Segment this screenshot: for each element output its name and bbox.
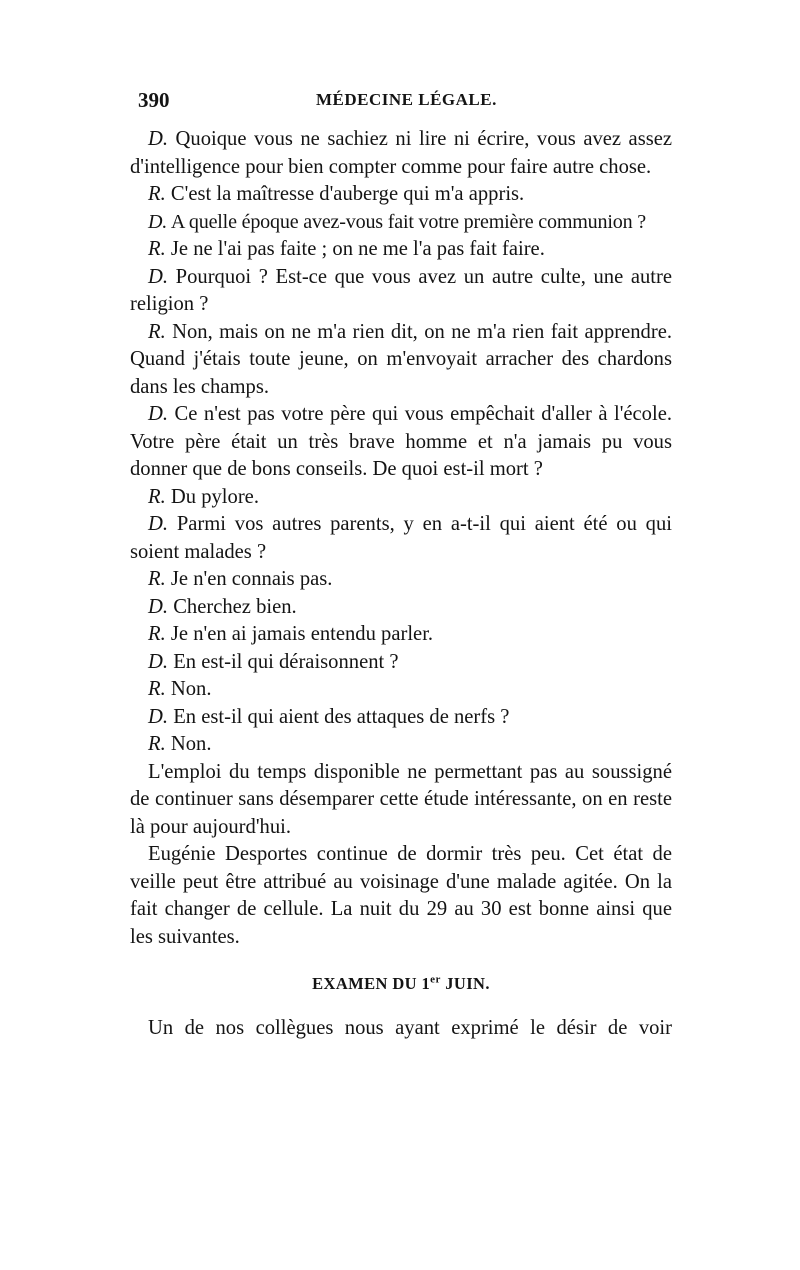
narrative-paragraph: Eugénie Desportes continue de dormir très peu. Cet état de veille peut être attribué au voisinage d'une malade agitée. On la fait changer de cellule. La nuit du 29 au 30 est bonne ainsi que les suivantes. xyxy=(130,843,672,948)
dialogue-text: Je n'en connais pas. xyxy=(170,568,333,590)
dialogue-line xyxy=(130,566,672,594)
dialogue-text: En est-il qui aient des attaques de nerfs ? xyxy=(173,705,510,728)
speaker-label: D. xyxy=(148,210,168,233)
speaker-label: D. xyxy=(148,128,169,150)
dialogue-line xyxy=(130,704,672,732)
dialogue-line xyxy=(130,484,672,512)
dialogue-text: En est-il qui déraisonnent ? xyxy=(173,650,399,673)
dialogue-line xyxy=(130,731,672,759)
body-text xyxy=(130,126,672,1042)
dialogue-line xyxy=(130,236,672,264)
page-number: 390 xyxy=(138,88,170,112)
speaker-label: D. xyxy=(148,265,169,288)
dialogue-text: Non. xyxy=(170,678,212,700)
dialogue-line xyxy=(130,319,672,402)
speaker-label: D. xyxy=(148,705,169,728)
section-heading-ordinal: er xyxy=(430,973,441,986)
narrative-paragraph: L'emploi du temps disponible ne permettant pas au soussigné de continuer sans désemparer cette étude intéressante, on en reste là pour aujourd'hui. xyxy=(130,760,672,838)
dialogue-line xyxy=(130,649,672,677)
section-heading-number: 1 xyxy=(421,974,431,993)
section-heading xyxy=(130,970,672,998)
dialogue-line xyxy=(130,401,672,484)
dialogue-text: Je n'en ai jamais entendu parler. xyxy=(170,623,434,645)
dialogue-text: Ce n'est pas votre père qui vous empêchait d'aller à l'école. Votre père était un très brave homme et n'a jamais pu vous donner que de bons conseils. De quoi est-il mort ? xyxy=(130,403,672,480)
speaker-label: R. xyxy=(148,733,166,755)
section-heading-text: EXAMEN DU xyxy=(312,974,422,993)
speaker-label: R. xyxy=(148,623,166,645)
dialogue-line xyxy=(130,511,672,566)
speaker-label: D. xyxy=(148,403,169,425)
dialogue-text: Du pylore. xyxy=(170,485,259,508)
speaker-label: R. xyxy=(148,678,166,700)
dialogue-text: Non, mais on ne m'a rien dit, on ne m'a rien fait apprendre. Quand j'étais toute jeune, on m'envoyait arracher des chardons dans les champs. xyxy=(130,320,672,398)
speaker-label: R. xyxy=(148,183,166,205)
section-heading-date: JUIN. xyxy=(440,974,490,993)
dialogue-line xyxy=(130,621,672,649)
page-header xyxy=(138,88,678,116)
dialogue-line xyxy=(130,264,672,319)
dialogue-text: Parmi vos autres parents, y en a-t-il qui aient été ou qui soient malades ? xyxy=(130,513,672,563)
dialogue-line xyxy=(130,126,672,181)
dialogue-text: Cherchez bien. xyxy=(173,595,297,618)
running-title: MÉDECINE LÉGALE. xyxy=(316,90,497,109)
dialogue-text: Non. xyxy=(170,733,212,755)
dialogue-text: Je ne l'ai pas faite ; on ne me l'a pas fait faire. xyxy=(170,238,545,260)
speaker-label: D. xyxy=(148,595,169,618)
dialogue-line xyxy=(130,209,672,237)
speaker-label: R. xyxy=(148,320,166,343)
dialogue-text: Pourquoi ? Est-ce que vous avez un autre culte, une autre religion ? xyxy=(130,265,672,315)
speaker-label: D. xyxy=(148,513,169,535)
dialogue-text: Quoique vous ne sachiez ni lire ni écrire, vous avez assez d'intelligence pour bien compter comme pour faire autre chose. xyxy=(130,128,673,178)
dialogue-line xyxy=(130,181,672,209)
dialogue-text: A quelle époque avez-vous fait votre première communion ? xyxy=(170,210,646,233)
speaker-label: D. xyxy=(148,650,169,673)
speaker-label: R. xyxy=(148,568,166,590)
dialogue-line xyxy=(130,676,672,704)
speaker-label: R. xyxy=(148,238,166,260)
dialogue-text: C'est la maîtresse d'auberge qui m'a appris. xyxy=(170,183,525,205)
section-first-line: Un de nos collègues nous ayant exprimé le désir de voir xyxy=(148,1016,672,1039)
speaker-label: R. xyxy=(148,485,166,508)
dialogue-line xyxy=(130,594,672,622)
